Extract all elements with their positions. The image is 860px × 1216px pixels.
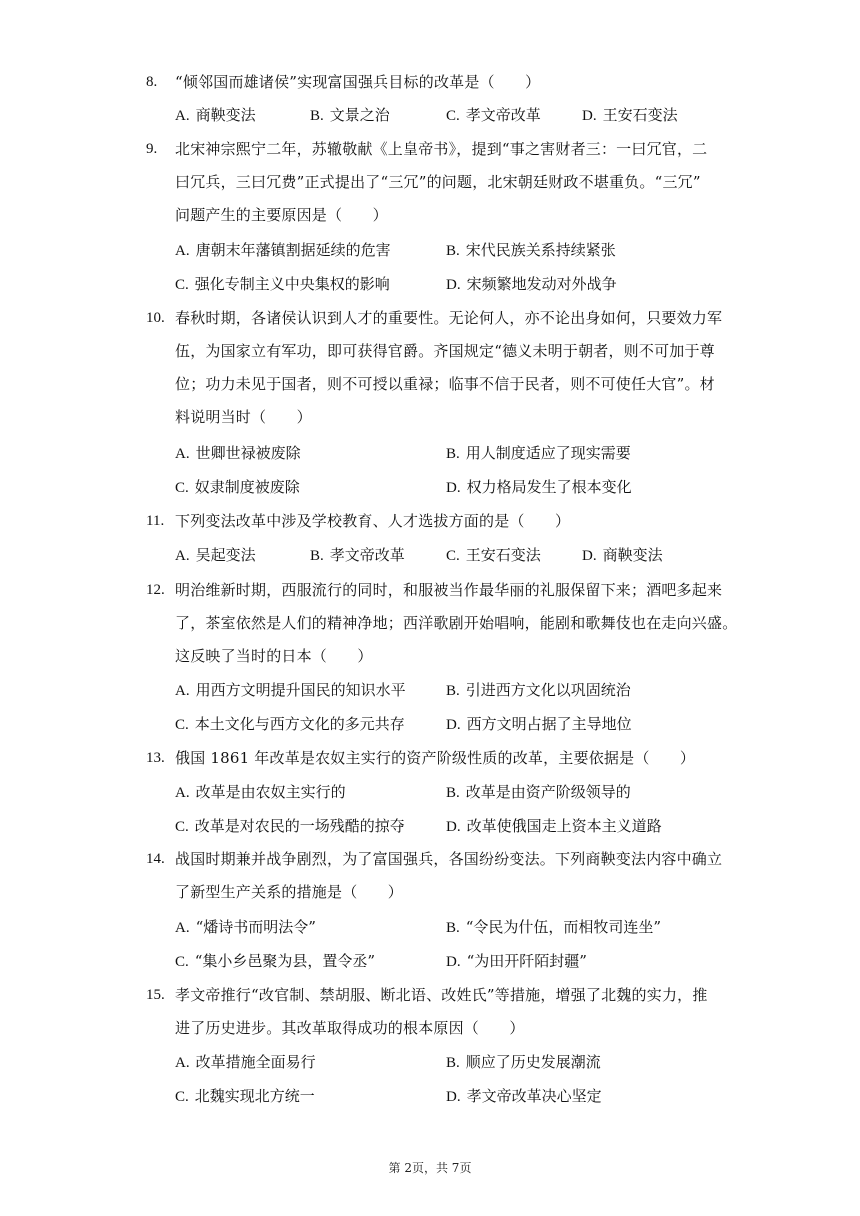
option-c[interactable]: C. 奴隶制度被废除	[175, 478, 300, 496]
question-number: 14.	[146, 851, 165, 867]
option-d[interactable]: D. 西方文明占据了主导地位	[446, 715, 632, 733]
question-stem	[175, 133, 720, 232]
option-b[interactable]: B. 宋代民族关系持续紧张	[446, 241, 616, 259]
stem-line: 春秋时期，各诸侯认识到人才的重要性。无论何人，亦不论出身如何，只要效力军	[175, 309, 723, 327]
stem-line: 战国时期兼并战争剧烈，为了富国强兵，各国纷纷变法。下列商鞅变法内容中确立	[175, 850, 723, 868]
option-c[interactable]: C. 北魏实现北方统一	[175, 1087, 315, 1105]
option-a[interactable]: A. “燔诗书而明法令”	[175, 918, 316, 936]
option-c[interactable]: C. 孝文帝改革	[446, 106, 541, 124]
option-a[interactable]: A. 吴起变法	[175, 546, 256, 564]
stem-line: 俄国 1861 年改革是农奴主实行的资产阶级性质的改革，主要依据是（ ）	[175, 749, 696, 767]
question-number: 13.	[146, 750, 165, 766]
question-number: 8.	[146, 74, 158, 90]
option-b[interactable]: B. 用人制度适应了现实需要	[446, 444, 631, 462]
stem-line: 位；功力未见于国者，则不可授以重禄；临事不信于民者，则不可使任大官”。材	[175, 375, 715, 393]
option-c[interactable]: C. “集小乡邑聚为县，置令丞”	[175, 952, 376, 970]
stem-line: 了，茶室依然是人们的精神净地；西洋歌剧开始唱响，能剧和歌舞伎也在走向兴盛。	[175, 614, 738, 632]
option-a[interactable]: A. 唐朝末年藩镇割据延续的危害	[175, 241, 391, 259]
stem-line: 料说明当时（ ）	[175, 408, 312, 426]
option-d[interactable]: D. 商鞅变法	[582, 546, 663, 564]
option-b[interactable]: B. 顺应了历史发展潮流	[446, 1053, 601, 1071]
stem-line: 下列变法改革中涉及学校教育、人才选拔方面的是（ ）	[175, 512, 571, 530]
question-stem	[175, 742, 720, 775]
stem-line: 明治维新时期，西服流行的同时，和服被当作最华丽的礼服保留下来；酒吧多起来	[175, 581, 723, 599]
option-d[interactable]: D. 权力格局发生了根本变化	[446, 478, 632, 496]
option-a[interactable]: A. 改革措施全面易行	[175, 1053, 316, 1071]
stem-line: 北宋神宗熙宁二年，苏辙敬献《上皇帝书》，提到“事之害财者三：一曰冗官，二	[175, 140, 708, 158]
question-number: 9.	[146, 141, 158, 157]
question-number: 11.	[146, 513, 165, 529]
stem-line: 了新型生产关系的措施是（ ）	[175, 883, 404, 901]
question-stem	[175, 505, 720, 538]
option-b[interactable]: B. 引进西方文化以巩固统治	[446, 681, 631, 699]
option-b[interactable]: B. “令民为什伍，而相牧司连坐”	[446, 918, 662, 936]
stem-line: 进了历史进步。其改革取得成功的根本原因（ ）	[175, 1019, 525, 1037]
option-b[interactable]: B. 文景之治	[310, 106, 390, 124]
question-stem	[175, 843, 723, 909]
option-a[interactable]: A. 改革是由农奴主实行的	[175, 783, 346, 801]
stem-line: 这反映了当时的日本（ ）	[175, 647, 373, 665]
question-number: 10.	[146, 310, 165, 326]
stem-line: 孝文帝推行“改官制、禁胡服、断北语、改姓氏”等措施，增强了北魏的实力，推	[175, 986, 708, 1004]
option-a[interactable]: A. 商鞅变法	[175, 106, 256, 124]
option-d[interactable]: D. 改革使俄国走上资本主义道路	[446, 817, 662, 835]
stem-line: “倾邻国而雄诸侯”实现富国强兵目标的改革是（ ）	[175, 73, 541, 91]
question-number: 15.	[146, 987, 165, 1003]
question-stem	[175, 302, 723, 434]
question-stem	[175, 574, 738, 673]
stem-line: 曰冗兵，三曰冗费”正式提出了“三冗”的问题，北宋朝廷财政不堪重负。“三冗”	[175, 173, 701, 191]
option-d[interactable]: D. “为田开阡陌封疆”	[446, 952, 587, 970]
option-c[interactable]: C. 改革是对农民的一场残酷的掠夺	[175, 817, 405, 835]
option-d[interactable]: D. 王安石变法	[582, 106, 678, 124]
page-footer: 第 2页，共 7页	[388, 1161, 472, 1175]
option-d[interactable]: D. 孝文帝改革决心坚定	[446, 1087, 602, 1105]
option-b[interactable]: B. 孝文帝改革	[310, 546, 405, 564]
stem-line: 问题产生的主要原因是（ ）	[175, 206, 388, 224]
option-c[interactable]: C. 强化专制主义中央集权的影响	[175, 275, 390, 293]
question-stem	[175, 66, 720, 99]
option-a[interactable]: A. 世卿世禄被废除	[175, 444, 301, 462]
question-number: 12.	[146, 582, 165, 598]
option-a[interactable]: A. 用西方文明提升国民的知识水平	[175, 681, 406, 699]
option-c[interactable]: C. 王安石变法	[446, 546, 541, 564]
question-stem	[175, 979, 720, 1045]
option-b[interactable]: B. 改革是由资产阶级领导的	[446, 783, 631, 801]
option-d[interactable]: D. 宋频繁地发动对外战争	[446, 275, 617, 293]
stem-line: 伍，为国家立有军功，即可获得官爵。齐国规定“德义未明于朝者，则不可加于尊	[175, 342, 715, 360]
option-c[interactable]: C. 本土文化与西方文化的多元共存	[175, 715, 405, 733]
